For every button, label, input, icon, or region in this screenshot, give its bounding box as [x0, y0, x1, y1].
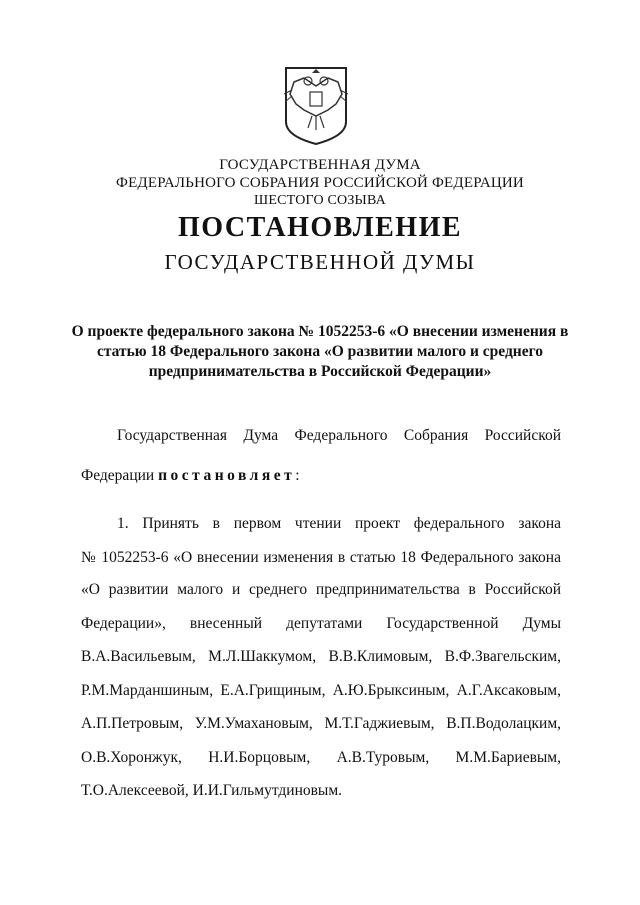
item1-line-3: «О развитии малого и среднего предпринимательства в Российской: [81, 581, 561, 598]
item1-line-6: Р.М.Марданшиным, Е.А.Грищиным, А.Ю.Брыксиным, А.Г.Аксаковым,: [81, 682, 561, 699]
item1-line-1: 1. Принять в первом чтении проект федерального закона: [117, 515, 561, 532]
header-line-3: ШЕСТОГО СОЗЫВА: [254, 193, 386, 208]
header-line-1: ГОСУДАРСТВЕННАЯ ДУМА: [219, 157, 421, 173]
item1-line-9: Т.О.Алексеевой, И.И.Гильмутдиновым.: [81, 782, 343, 799]
item1-line-4: Федерации», внесенный депутатами Государственной Думы: [81, 615, 561, 632]
preamble-colon: :: [295, 467, 300, 484]
preamble-line-1: Государственная Дума Федерального Собрания Российской: [117, 427, 561, 444]
item1-line-5: В.А.Васильевым, М.Л.Шаккумом, В.В.Климовым, В.Ф.Звагельским,: [81, 648, 561, 665]
header-line-2: ФЕДЕРАЛЬНОГО СОБРАНИЯ РОССИЙСКОЙ ФЕДЕРАЦИИ: [116, 175, 524, 191]
preamble-resolution-word: постановляет: [158, 467, 296, 484]
state-emblem-icon: [282, 64, 350, 146]
title-line-2: статью 18 Федерального закона «О развитии малого и среднего: [96, 343, 544, 360]
title-line-3: предпринимательства в Российской Федерации»: [148, 363, 492, 380]
item1-line-2: № 1052253-6 «О внесении изменения в статью 18 Федерального закона: [81, 549, 561, 566]
preamble-line-2: [81, 466, 561, 486]
item1-line-8: О.В.Хоронжук, Н.И.Борцовым, А.В.Туровым, М.М.Бариевым,: [81, 749, 561, 766]
document-type-subheading: ГОСУДАРСТВЕННОЙ ДУМЫ: [164, 250, 476, 274]
document-type-heading: ПОСТАНОВЛЕНИЕ: [177, 212, 463, 243]
preamble-prefix: Федерации: [81, 467, 155, 484]
title-line-1: О проекте федерального закона № 1052253-6 «О внесении изменения в: [71, 323, 569, 340]
item1-line-7: А.П.Петровым, У.М.Умахановым, М.Т.Гаджиевым, В.П.Водолацким,: [81, 715, 561, 732]
